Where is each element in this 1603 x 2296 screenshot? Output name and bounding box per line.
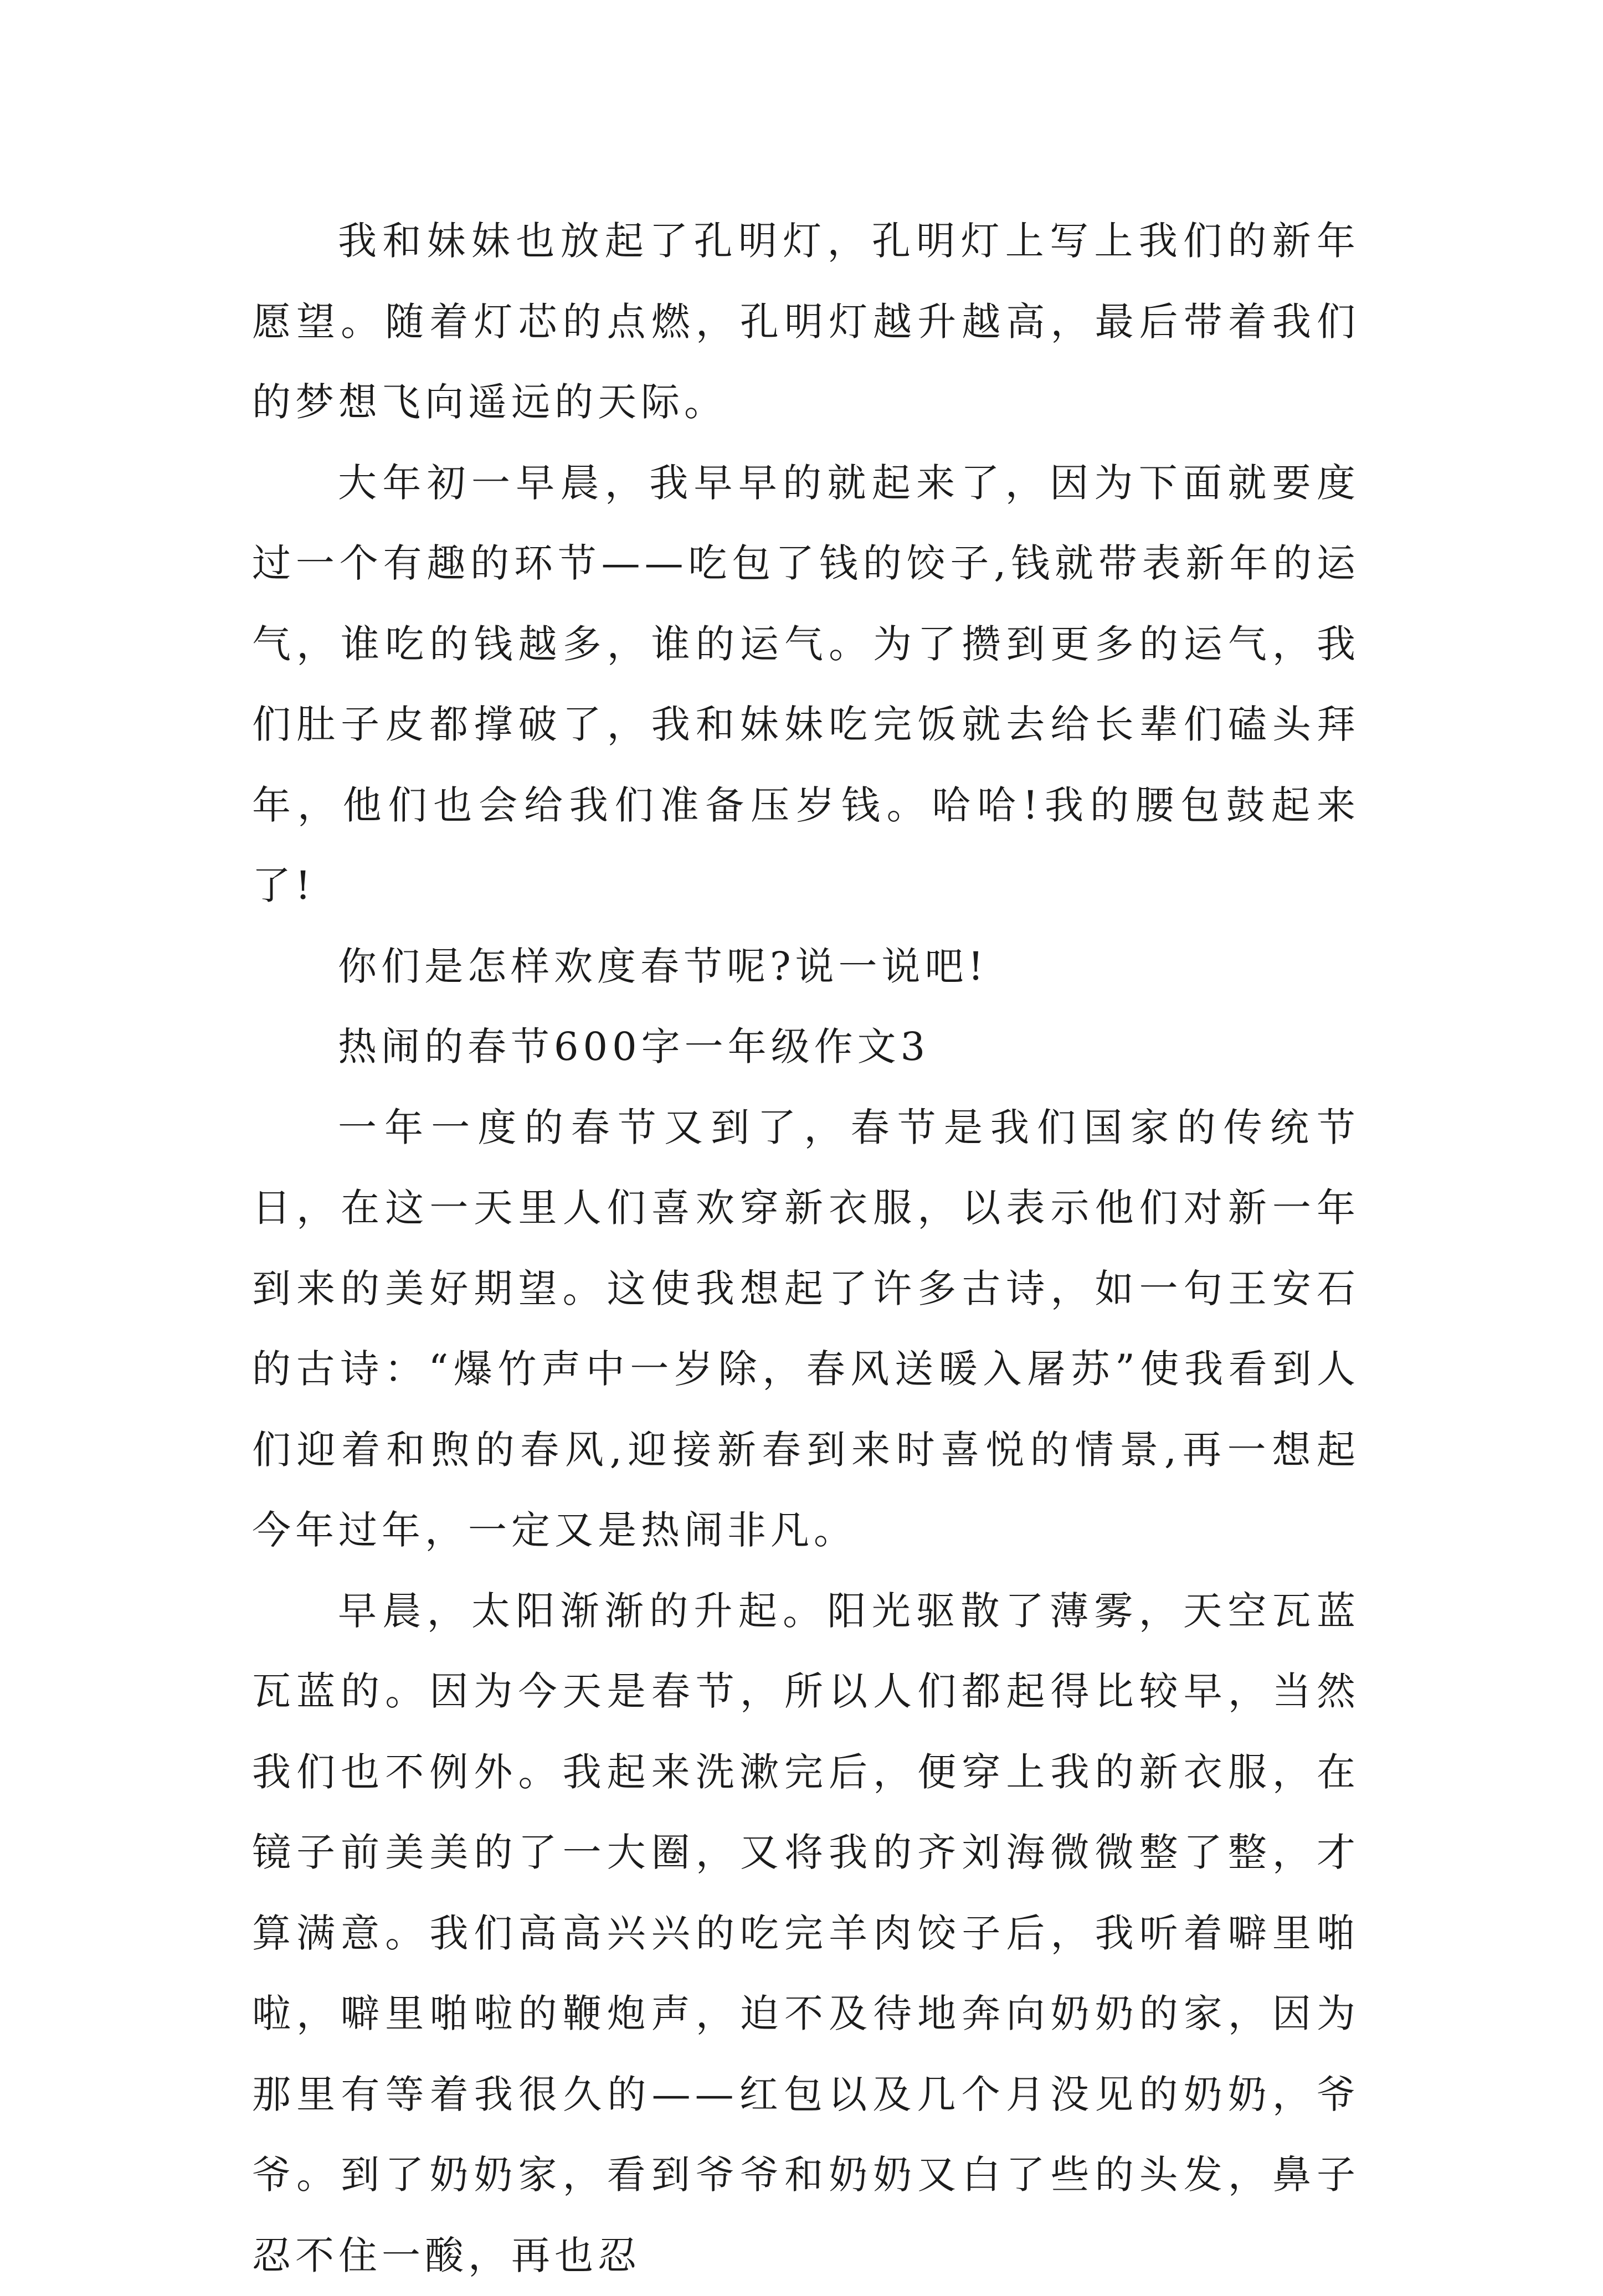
paragraph-spring-festival-intro: 一年一度的春节又到了，春节是我们国家的传统节日，在这一天里人们喜欢穿新衣服，以表示他们对新一年到来的美好期望。这使我想起了许多古诗，如一句王安石的古诗：“爆竹声中一岁除，春风送暖入屠苏”使我看到人们迎着和煦的春风,迎接新春到来时喜悦的情景,再一想起今年过年，一定又是热闹非凡。 — [252, 1088, 1360, 1571]
section-heading: 热闹的春节600字一年级作文3 — [252, 1007, 1360, 1088]
paragraph-morning-visit: 早晨，太阳渐渐的升起。阳光驱散了薄雾，天空瓦蓝瓦蓝的。因为今天是春节，所以人们都起得比较早，当然我们也不例外。我起来洗漱完后，便穿上我的新衣服，在镜子前美美的了一大圈，又将我的齐刘海微微整了整，才算满意。我们高高兴兴的吃完羊肉饺子后，我听着噼里啪啦，噼里啪啦的鞭炮声，迫不及待地奔向奶奶的家，因为那里有等着我很久的——红包以及几个月没见的奶奶，爷爷。到了奶奶家，看到爷爷和奶奶又白了些的头发，鼻子忍不住一酸，再也忍 — [252, 1571, 1360, 2296]
paragraph-closing-question: 你们是怎样欢度春节呢?说一说吧! — [252, 926, 1360, 1007]
paragraph-lantern-wish: 我和妹妹也放起了孔明灯，孔明灯上写上我们的新年愿望。随着灯芯的点燃，孔明灯越升越高，最后带着我们的梦想飞向遥远的天际。 — [252, 201, 1360, 443]
document-body — [252, 201, 1360, 2296]
paragraph-new-year-morning: 大年初一早晨，我早早的就起来了，因为下面就要度过一个有趣的环节——吃包了钱的饺子,钱就带表新年的运气，谁吃的钱越多，谁的运气。为了攒到更多的运气，我们肚子皮都撑破了，我和妹妹吃完饭就去给长辈们磕头拜年，他们也会给我们准备压岁钱。哈哈!我的腰包鼓起来了! — [252, 443, 1360, 926]
